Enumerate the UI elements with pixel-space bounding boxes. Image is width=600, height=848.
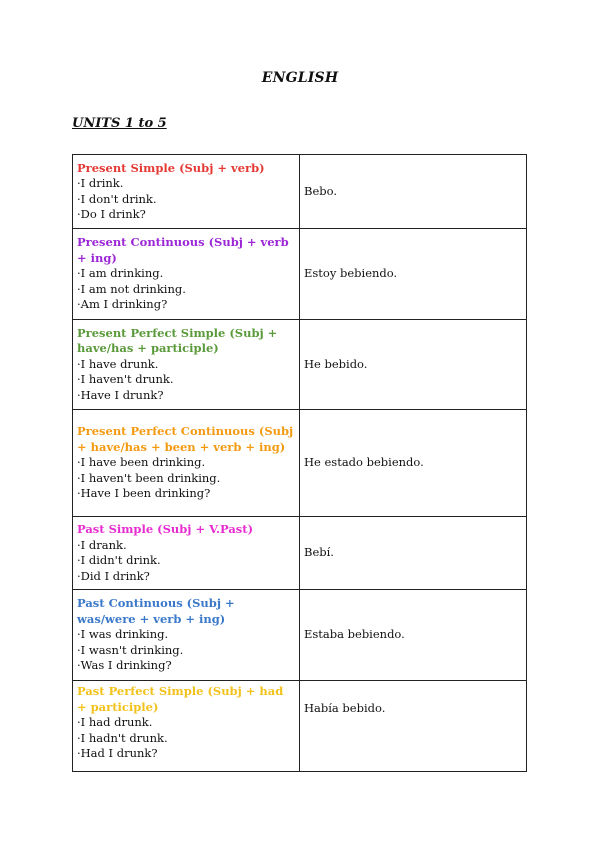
translation-cell: Bebo. — [300, 155, 527, 229]
tense-cell — [73, 590, 300, 681]
table-row — [73, 590, 527, 681]
translation-cell: Había bebido. — [300, 681, 527, 772]
example-affirmative: ·I have been drinking. — [77, 455, 206, 470]
tense-cell — [73, 410, 300, 517]
tense-name: Past Simple (Subj + V.Past) — [77, 522, 254, 536]
tense-cell — [73, 681, 300, 772]
tense-name: Present Simple (Subj + verb) — [77, 160, 265, 175]
example-affirmative: ·I am drinking. — [77, 266, 164, 281]
example-question: ·Did I drink? — [77, 568, 150, 583]
translation-cell: Bebí. — [300, 517, 527, 590]
tense-name: Present Perfect Continuous (Subj + have/has + been + verb + ing) — [77, 424, 294, 454]
translation-cell: Estoy bebiendo. — [300, 229, 527, 320]
table-row — [73, 320, 527, 410]
example-negative: ·I haven't drunk. — [77, 372, 174, 387]
translation-cell: Estaba bebiendo. — [300, 590, 527, 681]
table-row — [73, 681, 527, 772]
table-row — [73, 410, 527, 517]
table-row — [73, 155, 527, 229]
example-negative: ·I didn't drink. — [77, 553, 161, 567]
example-question: ·Have I drunk? — [77, 387, 164, 402]
example-question: ·Do I drink? — [77, 207, 146, 221]
example-affirmative: ·I drank. — [77, 537, 127, 552]
tense-name: Past Continuous (Subj + was/were + verb + ing) — [77, 596, 235, 626]
example-affirmative: ·I was drinking. — [77, 627, 169, 642]
example-question: ·Have I been drinking? — [77, 486, 211, 501]
example-question: ·Was I drinking? — [77, 658, 172, 673]
tense-cell — [73, 229, 300, 320]
example-question: ·Had I drunk? — [77, 746, 158, 760]
tense-cell — [73, 517, 300, 590]
tense-name: Present Continuous (Subj + verb + ing) — [77, 235, 289, 265]
document-title: ENGLISH — [261, 70, 339, 86]
table-row — [73, 517, 527, 590]
grammar-table — [72, 154, 527, 772]
example-affirmative: ·I had drunk. — [77, 715, 153, 729]
tense-cell — [73, 155, 300, 229]
tense-name: Past Perfect Simple (Subj + had + participle) — [77, 684, 284, 714]
tense-name: Present Perfect Simple (Subj + have/has + participle) — [77, 325, 278, 356]
example-negative: ·I hadn't drunk. — [77, 730, 168, 745]
example-affirmative: ·I drink. — [77, 176, 124, 190]
example-affirmative: ·I have drunk. — [77, 356, 159, 371]
example-negative: ·I wasn't drinking. — [77, 642, 184, 657]
translation-cell: He bebido. — [300, 320, 527, 410]
units-heading: UNITS 1 to 5 — [72, 116, 167, 131]
example-question: ·Am I drinking? — [77, 297, 168, 312]
tense-cell — [73, 320, 300, 410]
translation-cell: He estado bebiendo. — [300, 410, 527, 517]
table-row — [73, 229, 527, 320]
example-negative: ·I haven't been drinking. — [77, 470, 221, 485]
example-negative: ·I don't drink. — [77, 191, 157, 206]
example-negative: ·I am not drinking. — [77, 281, 186, 296]
